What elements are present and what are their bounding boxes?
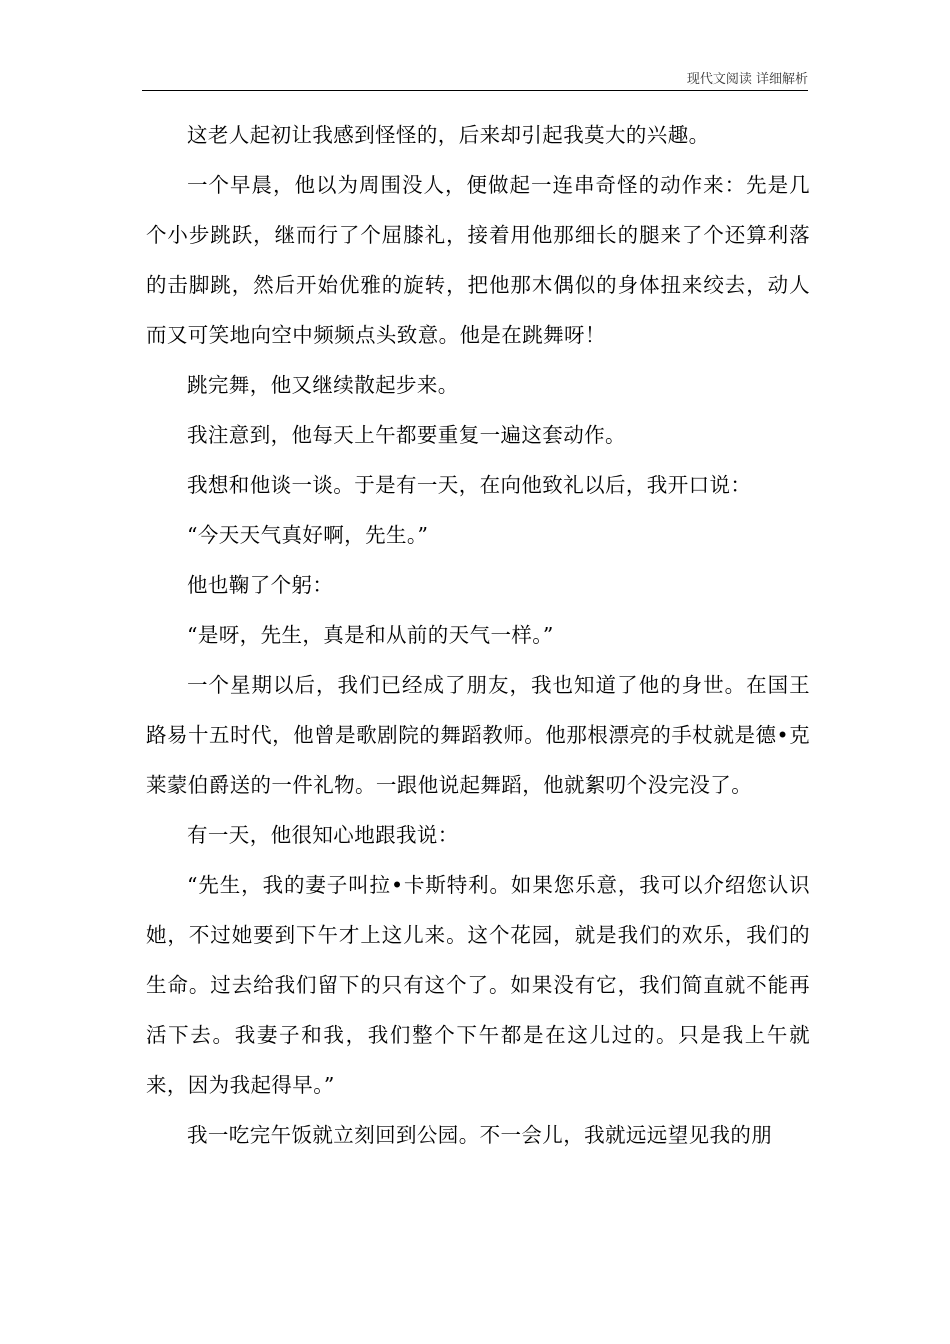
- paragraph: “先生，我的妻子叫拉•卡斯特利。如果您乐意，我可以介绍您认识她，不过她要到下午才上这儿来。这个花园，就是我们的欢乐，我们的生命。过去给我们留下的只有这个了。如果没有它，我们简直就不能再活下去。我妻子和我，我们整个下午都是在这儿过的。只是我上午就来，因为我起得早。”: [146, 873, 810, 1097]
- article-body: [146, 110, 810, 1160]
- paragraph: 有一天，他很知心地跟我说：: [187, 823, 459, 847]
- paragraph: 一个早晨，他以为周围没人，便做起一连串奇怪的动作来：先是几个小步跳跃，继而行了个屈膝礼，接着用他那细长的腿来了个还算利落的击脚跳，然后开始优雅的旋转，把他那木偶似的身体扭来绞去，动人而又可笑地向空中频频点头致意。他是在跳舞呀！: [146, 173, 810, 347]
- paragraph: 我一吃完午饭就立刻回到公园。不一会儿，我就远远望见我的朋: [187, 1123, 773, 1147]
- header-divider: [142, 90, 808, 91]
- paragraph: 我想和他谈一谈。于是有一天，在向他致礼以后，我开口说：: [187, 473, 752, 497]
- paragraph: “是呀，先生，真是和从前的天气一样。”: [187, 623, 554, 647]
- page-header: 现代文阅读 详细解析: [686, 72, 808, 87]
- paragraph: 跳完舞，他又继续散起步来。: [187, 373, 459, 397]
- paragraph: “今天天气真好啊，先生。”: [187, 523, 429, 547]
- paragraph: 一个星期以后，我们已经成了朋友，我也知道了他的身世。在国王路易十五时代，他曾是歌剧院的舞蹈教师。他那根漂亮的手杖就是德•克莱蒙伯爵送的一件礼物。一跟他说起舞蹈，他就絮叨个没完没了。: [146, 673, 810, 797]
- paragraph: 他也鞠了个躬：: [187, 573, 334, 597]
- paragraph: 我注意到，他每天上午都要重复一遍这套动作。: [187, 423, 626, 447]
- paragraph: 这老人起初让我感到怪怪的，后来却引起我莫大的兴趣。: [187, 123, 710, 147]
